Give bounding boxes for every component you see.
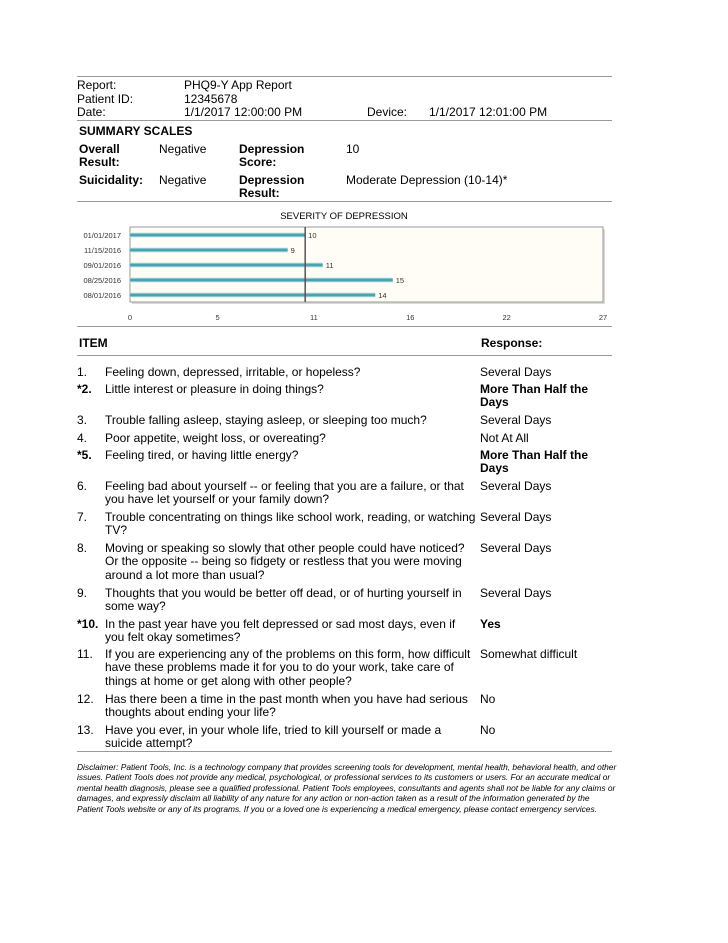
item-number: 11. bbox=[77, 646, 93, 661]
items-header bbox=[77, 327, 612, 355]
item-number: 1. bbox=[77, 364, 88, 379]
item-number: 3. bbox=[77, 412, 88, 427]
item-question: Poor appetite, weight loss, or overeating? bbox=[105, 430, 326, 445]
item-response: Several Days bbox=[480, 478, 552, 493]
item-question: Trouble concentrating on things like school work, reading, or watching TV? bbox=[105, 509, 476, 537]
suicidality-label: Suicidality: bbox=[79, 172, 144, 187]
report-header bbox=[77, 77, 612, 120]
bar bbox=[130, 263, 323, 266]
response-column-header: Response: bbox=[481, 335, 543, 350]
item-response: Several Days bbox=[480, 585, 552, 600]
depression-result-value: Moderate Depression (10-14)* bbox=[346, 172, 508, 187]
x-tick-label: 27 bbox=[598, 312, 608, 322]
bar bbox=[130, 248, 288, 251]
x-tick-label: 16 bbox=[406, 312, 415, 322]
severity-chart bbox=[77, 202, 612, 326]
item-response: Yes bbox=[480, 616, 501, 631]
category-label: 11/15/2016 bbox=[84, 245, 121, 255]
item-question: In the past year have you felt depressed or sad most days, even if you felt okay sometimes? bbox=[105, 616, 456, 644]
data-label: 14 bbox=[378, 290, 387, 300]
suicidality-value: Negative bbox=[159, 172, 207, 187]
items-bottom-divider bbox=[77, 751, 612, 752]
bar bbox=[130, 278, 393, 281]
report-page bbox=[77, 76, 612, 752]
item-question: Thoughts that you would be better off dead, or of hurting yourself in some way? bbox=[105, 585, 462, 613]
category-label: 08/25/2016 bbox=[83, 275, 121, 285]
date-label: Date: bbox=[77, 105, 106, 119]
depression-score-label: Depression Score: bbox=[239, 141, 305, 169]
x-tick-label: 11 bbox=[310, 312, 318, 322]
item-number: 9. bbox=[77, 585, 88, 600]
item-response: Several Days bbox=[480, 412, 552, 427]
report-label: Report: bbox=[77, 78, 117, 92]
depression-score-value: 10 bbox=[346, 141, 360, 156]
data-label: 9 bbox=[290, 245, 295, 255]
data-label: 10 bbox=[308, 230, 317, 240]
bar bbox=[130, 293, 375, 296]
x-tick-label: 22 bbox=[502, 312, 511, 322]
item-response: Several Days bbox=[480, 509, 552, 524]
item-response: Somewhat difficult bbox=[480, 646, 578, 661]
patient-id-value: 12345678 bbox=[184, 91, 238, 106]
item-number: *10. bbox=[77, 616, 99, 631]
item-number: 12. bbox=[77, 691, 94, 706]
date-value: 1/1/2017 12:00:00 PM bbox=[184, 105, 303, 119]
item-question: Have you ever, in your whole life, tried to kill yourself or made a suicide attempt? bbox=[105, 722, 442, 750]
data-label: 11 bbox=[325, 260, 334, 270]
items-list bbox=[77, 356, 612, 751]
item-response: Several Days bbox=[480, 364, 552, 379]
overall-result-label: Overall Result: bbox=[79, 141, 120, 169]
item-question: Trouble falling asleep, staying asleep, or sleeping too much? bbox=[105, 412, 427, 427]
item-response: No bbox=[480, 722, 496, 737]
item-question: Moving or speaking so slowly that other people could have noticed? Or the opposite -- being so fidgety or restless that you were moving around a lot more than usual? bbox=[105, 540, 465, 582]
item-response: Not At All bbox=[480, 430, 529, 445]
device-value: 1/1/2017 12:01:00 PM bbox=[429, 105, 548, 119]
patient-id-label: Patient ID: bbox=[77, 91, 134, 106]
data-label: 15 bbox=[395, 275, 405, 285]
report-value: PHQ9-Y App Report bbox=[184, 78, 292, 92]
item-response: No bbox=[480, 691, 496, 706]
item-column-header: ITEM bbox=[79, 335, 108, 350]
item-number: 6. bbox=[77, 478, 88, 493]
item-number: 7. bbox=[77, 509, 88, 524]
item-number: 13. bbox=[77, 722, 94, 737]
item-number: 8. bbox=[77, 540, 88, 555]
item-question: Feeling down, depressed, irritable, or hopeless? bbox=[105, 364, 361, 379]
category-label: 08/01/2016 bbox=[83, 290, 121, 300]
summary-scales bbox=[77, 139, 612, 201]
x-tick-label: 0 bbox=[127, 312, 133, 322]
depression-result-label: Depression Result: bbox=[239, 172, 305, 200]
item-response: More Than Half the Days bbox=[480, 381, 589, 409]
item-response: More Than Half the Days bbox=[480, 447, 589, 475]
chart-title: SEVERITY OF DEPRESSION bbox=[280, 210, 408, 222]
item-question: Feeling bad about yourself -- or feeling that you are a failure, or that you have let yourself or your family down? bbox=[105, 478, 464, 506]
severity-chart-svg bbox=[77, 202, 612, 326]
item-response: Several Days bbox=[480, 540, 552, 555]
item-number: 4. bbox=[77, 430, 88, 445]
category-label: 09/01/2016 bbox=[83, 260, 121, 270]
item-number: *5. bbox=[77, 447, 92, 462]
disclaimer-text: Disclaimer: Patient Tools, Inc. is a technology company that provides screening tools for development, mental health, behavioral health, and other issues. Patient Tools does not provide any medical, psychological, or professional services to its customers or users. For an accurate medical or mental health diagnosis, please see a qualified professional. Patient Tools employees, consultants and agents shall not be liable for any claims or damages, and expressly disclaim all liability of any nature for any action or non-action taken as a result of the information generated by the Patient Tools website or any of its programs. If you or a loved one is experiencing a medical emergency, please contact emergency services. bbox=[77, 762, 617, 814]
item-question: If you are experiencing any of the problems on this form, how difficult have these problems made it for you to do your work, take care of things at home or get along with other people? bbox=[105, 646, 471, 688]
device-label: Device: bbox=[367, 105, 408, 119]
item-question: Little interest or pleasure in doing things? bbox=[105, 381, 324, 396]
item-number: *2. bbox=[77, 381, 92, 396]
bar bbox=[130, 233, 305, 236]
item-question: Has there been a time in the past month when you have had serious thoughts about ending your life? bbox=[105, 691, 468, 719]
x-tick-label: 5 bbox=[215, 312, 220, 322]
overall-result-value: Negative bbox=[159, 141, 207, 156]
item-question: Feeling tired, or having little energy? bbox=[105, 447, 299, 462]
summary-title: SUMMARY SCALES bbox=[79, 123, 193, 138]
category-label: 01/01/2017 bbox=[83, 230, 121, 240]
